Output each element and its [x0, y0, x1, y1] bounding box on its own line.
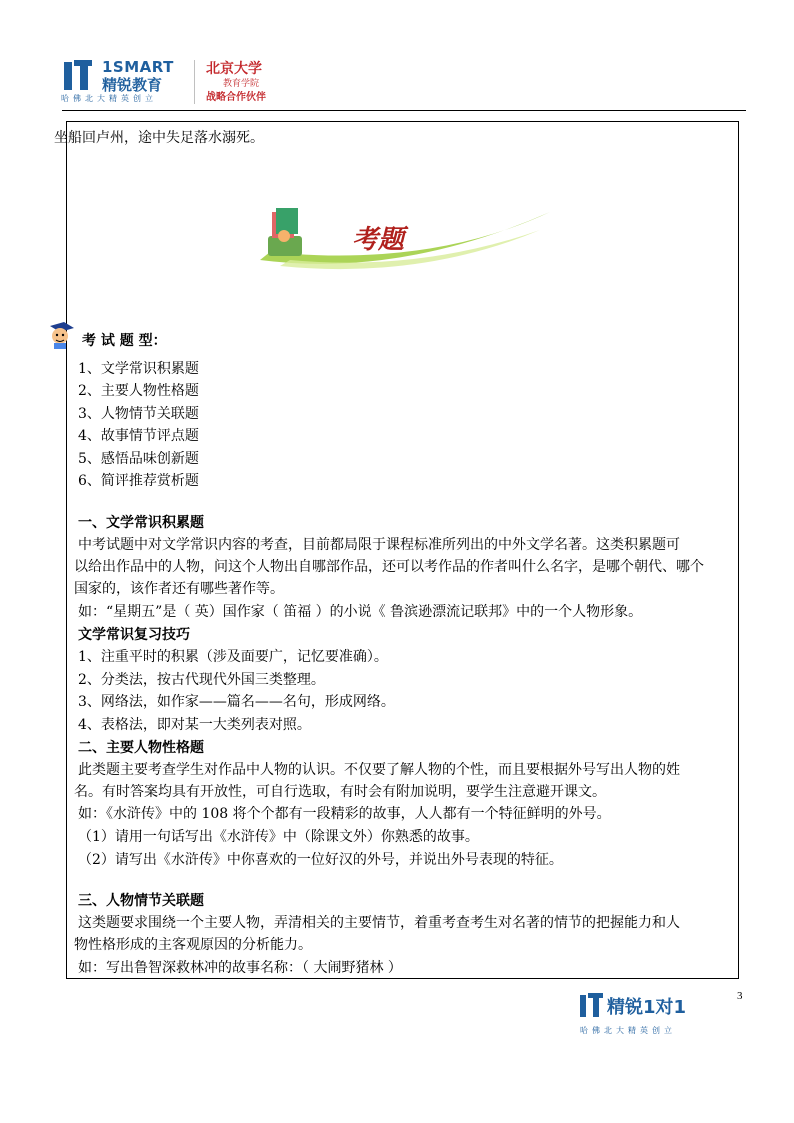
footer-tagline: 哈佛北大精英创立	[580, 1026, 676, 1035]
section1-tip: 3、网络法，如作家——篇名——名句，形成网络。	[78, 694, 395, 710]
section1-heading: 一、文学常识积累题	[78, 515, 204, 531]
section1-tips-heading: 文学常识复习技巧	[78, 627, 190, 643]
section3-heading: 三、人物情节关联题	[78, 893, 204, 909]
partner-sub: 教育学院	[223, 79, 260, 89]
exam-types-heading: 考 试 题 型：	[82, 333, 167, 349]
section2-question: （2）请写出《水浒传》中你喜欢的一位好汉的外号，并说出外号表现的特征。	[78, 852, 563, 868]
brand-name-cn: 精锐教育	[102, 76, 163, 94]
partner-name: 北京大学	[206, 61, 262, 77]
exam-type-item: 3、人物情节关联题	[78, 406, 199, 422]
page-number: 3	[737, 990, 743, 1002]
header-divider	[194, 60, 195, 104]
exam-type-item: 5、感悟品味创新题	[78, 451, 199, 467]
section2-heading: 二、主要人物性格题	[78, 740, 204, 756]
brand-name-en: 1SMART	[102, 58, 174, 76]
section3-paragraph-line: 物性格形成的主客观原因的分析能力。	[74, 937, 312, 953]
exam-type-item: 6、简评推荐赏析题	[78, 473, 199, 489]
section1-tip: 4、表格法，即对某一大类列表对照。	[78, 717, 311, 733]
section3-paragraph-line: 这类题要求围绕一个主要人物，弄清相关的主要情节，着重考查考生对名著的情节的把握能力和人	[78, 915, 680, 931]
intro-line: 坐船回卢州，途中失足落水溺死。	[54, 130, 264, 146]
section1-example: 如：“星期五”是（ 英）国作家（ 笛福 ）的小说《 鲁滨逊漂流记联邦》中的一个人物形象。	[78, 604, 643, 620]
section2-example: 如：《水浒传》中的 108 将个个都有一段精彩的故事，人人都有一个特征鲜明的外号。	[78, 806, 611, 822]
section1-tip: 1、注重平时的积累（涉及面要广，记忆要准确）。	[78, 649, 388, 665]
section1-paragraph-line: 以给出作品中的人物，问这个人物出自哪部作品，还可以考作品的作者叫什么名字，是哪个朝代、哪个	[74, 559, 704, 575]
book-icon	[268, 208, 302, 256]
exam-type-item: 2、主要人物性格题	[78, 383, 199, 399]
footer-brand-icon	[579, 992, 605, 1018]
section2-paragraph-line: 此类题主要考查学生对作品中人物的认识。不仅要了解人物的个性，而且要根据外号写出人物的姓	[78, 762, 680, 778]
header-rule	[62, 110, 746, 111]
section1-paragraph-line: 中考试题中对文学常识内容的考查，目前都局限于课程标准所列出的中外文学名著。这类积累题可	[78, 537, 680, 553]
section2-paragraph-line: 名。有时答案均具有开放性，可自行选取，有时会有附加说明，要学生注意避开课文。	[74, 784, 606, 800]
section1-paragraph-line: 国家的，该作者还有哪些著作等。	[74, 581, 284, 597]
exam-type-item: 1、文学常识积累题	[78, 361, 199, 377]
footer-logo	[577, 990, 727, 1050]
brand-tagline: 哈佛北大精英创立	[61, 94, 157, 103]
smart-logo-icon	[62, 58, 98, 92]
partner-role: 战略合作伙伴	[206, 92, 266, 103]
page-header	[58, 52, 748, 112]
exam-banner	[250, 200, 550, 280]
footer-brand: 精锐1对1	[607, 997, 687, 1018]
section1-tip: 2、分类法，按古代现代外国三类整理。	[78, 672, 325, 688]
exam-type-item: 4、故事情节评点题	[78, 428, 199, 444]
section3-example: 如：写出鲁智深救林冲的故事名称：（ 大闹野猪林 ）	[78, 960, 402, 976]
banner-title: 考题	[352, 225, 405, 255]
section2-question: （1）请用一句话写出《水浒传》中（除课文外）你熟悉的故事。	[78, 829, 479, 845]
mascot-icon	[46, 320, 76, 350]
